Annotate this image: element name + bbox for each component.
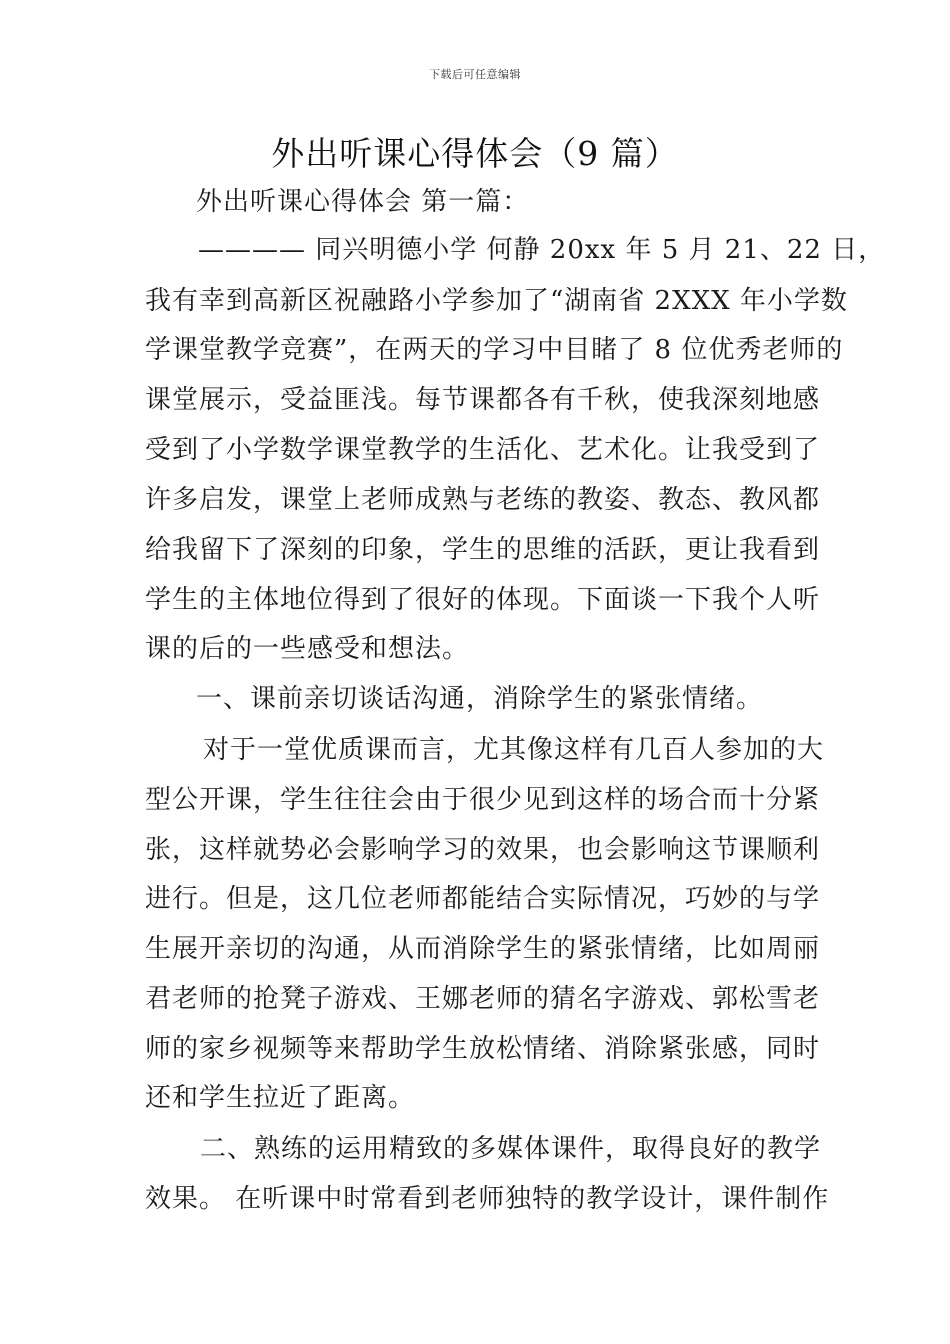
section-heading-one: 一、课前亲切谈话沟通，消除学生的紧张情绪。 [196, 684, 764, 714]
paragraph-line: 张，这样就势必会影响学习的效果，也会影响这节课顺利 [145, 835, 821, 865]
paragraph-line: 学课堂教学竞赛”，在两天的学习中目睹了 8 位优秀老师的 [145, 335, 844, 365]
document-title: 外出听课心得体会（9 篇） [271, 134, 679, 173]
paragraph-line: 学生的主体地位得到了很好的体现。下面谈一下我个人听 [145, 585, 821, 615]
paragraph-line: 对于一堂优质课而言，尤其像这样有几百人参加的大 [203, 735, 825, 765]
paragraph-line: 给我留下了深刻的印象，学生的思维的活跃，更让我看到 [145, 535, 821, 565]
paragraph-line: 型公开课，学生往往会由于很少见到这样的场合而十分紧 [145, 785, 821, 815]
paragraph-line: 许多启发，课堂上老师成熟与老练的教姿、教态、教风都 [145, 485, 821, 515]
paragraph-line: 还和学生拉近了距离。 [145, 1083, 416, 1113]
paragraph-line: 课堂展示，受益匪浅。每节课都各有千秋，使我深刻地感 [145, 385, 821, 415]
section-heading-two: 二、熟练的运用精致的多媒体课件，取得良好的教学 [200, 1134, 822, 1164]
paragraph-line: 受到了小学数学课堂教学的生活化、艺术化。让我受到了 [145, 435, 821, 465]
paragraph-line: 生展开亲切的沟通，从而消除学生的紧张情绪，比如周丽 [145, 934, 821, 964]
paragraph-line: 效果。 在听课中时常看到老师独特的教学设计，课件制作 [145, 1184, 830, 1214]
paragraph-line: 进行。但是，这几位老师都能结合实际情况，巧妙的与学 [145, 884, 821, 914]
paragraph-line: 我有幸到高新区祝融路小学参加了“湖南省 2XXX 年小学数 [145, 286, 848, 316]
paragraph-line: 课的后的一些感受和想法。 [145, 634, 470, 664]
paragraph-line: 君老师的抢凳子游戏、王娜老师的猜名字游戏、郭松雪老 [145, 984, 821, 1014]
paragraph-line: 师的家乡视频等来帮助学生放松情绪、消除紧张感，同时 [145, 1034, 821, 1064]
section-heading-first: 外出听课心得体会 第一篇： [196, 187, 530, 217]
header-note: 下载后可任意编辑 [429, 68, 521, 81]
paragraph-line: ———— 同兴明德小学 何静 20xx 年 5 月 21、22 日， [198, 235, 886, 265]
